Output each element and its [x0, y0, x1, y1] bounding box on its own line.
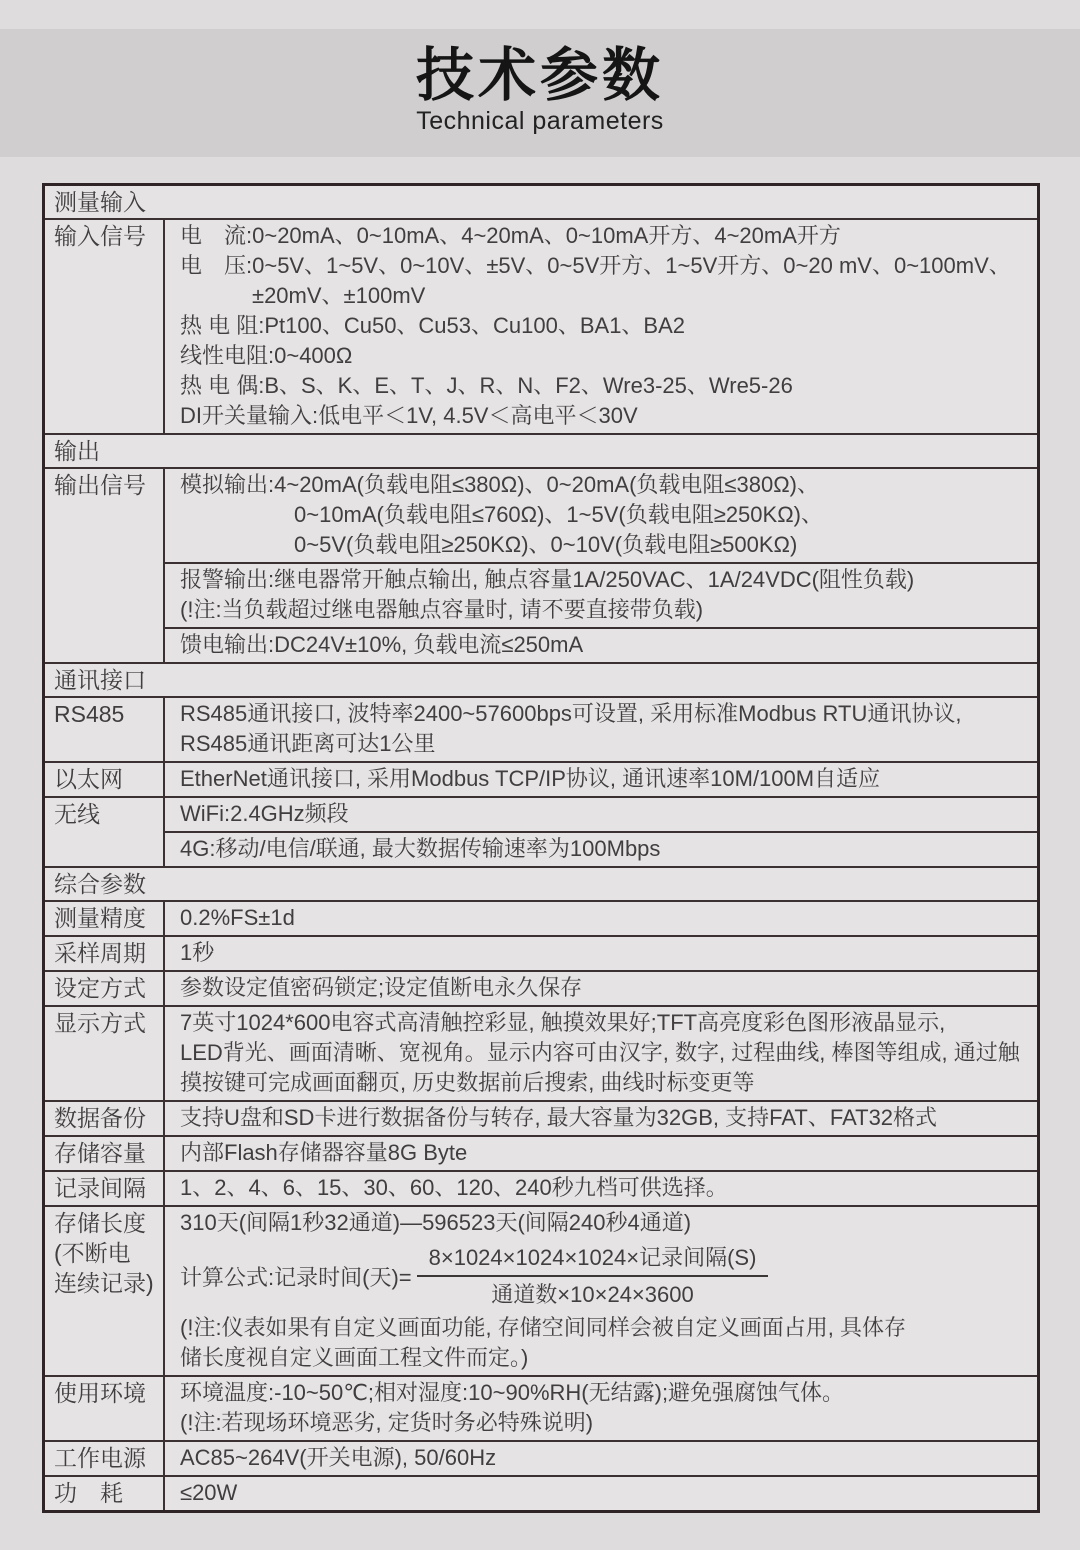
spec-table [42, 183, 1040, 1513]
spec-line: 支持U盘和SD卡进行数据备份与转存, 最大容量为32GB, 支持FAT、FAT32格式 [180, 1105, 938, 1130]
spec-line: 310天(间隔1秒32通道)—596523天(间隔240秒4通道) [180, 1210, 692, 1235]
spec-label: 使用环境 [45, 1377, 165, 1440]
spec-line: EtherNet通讯接口, 采用Modbus TCP/IP协议, 通讯速率10M/100M自适应 [180, 766, 881, 791]
spec-line: 内部Flash存储器容量8G Byte [180, 1140, 468, 1165]
spec-line: 馈电输出:DC24V±10%, 负载电流≤250mA [180, 632, 584, 657]
spec-line: WiFi:2.4GHz频段 [180, 801, 349, 826]
spec-value [165, 798, 1037, 866]
spec-label: 无线 [45, 798, 165, 866]
spec-value [165, 698, 1037, 761]
spec-row-environment [45, 1375, 1037, 1440]
section-row-output [45, 433, 1037, 467]
feed-output-block [165, 627, 1037, 662]
spec-line: 热 电 偶:B、S、K、E、T、J、R、N、F2、Wre3-25、Wre5-26 [180, 373, 793, 398]
spec-value [165, 1172, 1037, 1205]
spec-line: 环境温度:-10~50℃;相对湿度:10~90%RH(无结露);避免强腐蚀气体。 [180, 1380, 845, 1405]
section-label: 测量输入 [54, 189, 146, 215]
spec-label: 存储长度 (不断电 连续记录) [45, 1207, 165, 1375]
spec-row-consumption [45, 1475, 1037, 1510]
spec-label: 显示方式 [45, 1007, 165, 1100]
spec-label: 采样周期 [45, 937, 165, 970]
spec-row-capacity [45, 1135, 1037, 1170]
spec-line: 0~5V(负载电阻≥250KΩ)、0~10V(负载电阻≥500KΩ) [294, 532, 798, 557]
4g-block [165, 831, 1037, 866]
spec-label: 以太网 [45, 763, 165, 796]
spec-row-storage-length [45, 1205, 1037, 1375]
spec-line: 报警输出:继电器常开触点输出, 触点容量1A/250VAC、1A/24VDC(阻性负载) [180, 567, 915, 592]
spec-value [165, 1207, 1037, 1375]
spec-value [165, 1477, 1037, 1510]
spec-line: ≤20W [180, 1480, 238, 1505]
spec-line: 电 流:0~20mA、0~10mA、4~20mA、0~10mA开方、4~20mA开方 [180, 223, 841, 248]
spec-label: 功 耗 [45, 1477, 165, 1510]
spec-label: 数据备份 [45, 1102, 165, 1135]
spec-row-display [45, 1005, 1037, 1100]
spec-row-wireless [45, 796, 1037, 866]
spec-line: ±20mV、±100mV [252, 283, 426, 308]
analog-output-block [165, 469, 1037, 562]
spec-line: (!注:当负载超过继电器触点容量时, 请不要直接带负载) [180, 597, 704, 622]
spec-label: 记录间隔 [45, 1172, 165, 1205]
spec-row-backup [45, 1100, 1037, 1135]
alarm-output-block [165, 562, 1037, 627]
spec-line: 电 压:0~5V、1~5V、0~10V、±5V、0~5V开方、1~5V开方、0~20 mV、0~100mV、 [180, 253, 1011, 278]
spec-row-accuracy [45, 900, 1037, 935]
spec-label: 输出信号 [45, 469, 165, 662]
spec-label: 输入信号 [45, 220, 165, 433]
spec-line: 7英寸1024*600电容式高清触控彩显, 触摸效果好;TFT高亮度彩色图形液晶显示, [180, 1010, 946, 1035]
storage-formula [165, 1243, 1037, 1309]
spec-line: RS485通讯接口, 波特率2400~57600bps可设置, 采用标准Modbus RTU通讯协议, [180, 701, 962, 726]
formula-fraction [417, 1243, 769, 1309]
formula-prefix: 计算公式:记录时间(天)= [180, 1264, 412, 1290]
spec-line: (!注:若现场环境恶劣, 定货时务必特殊说明) [180, 1410, 594, 1435]
spec-value [165, 1442, 1037, 1475]
spec-line: RS485通讯距离可达1公里 [180, 731, 436, 756]
formula-numerator: 8×1024×1024×1024×记录间隔(S) [417, 1243, 769, 1277]
section-label: 通讯接口 [54, 667, 146, 693]
spec-line: 线性电阻:0~400Ω [180, 343, 353, 368]
spec-line: 4G:移动/电信/联通, 最大数据传输速率为100Mbps [180, 836, 661, 861]
section-row-general [45, 866, 1037, 900]
spec-value [165, 1102, 1037, 1135]
spec-line: 1、2、4、6、15、30、60、120、240秒九档可供选择。 [180, 1175, 728, 1200]
spec-value [165, 220, 1037, 433]
spec-line: 参数设定值密码锁定;设定值断电永久保存 [180, 975, 583, 1000]
spec-value [165, 1377, 1037, 1440]
spec-label: 工作电源 [45, 1442, 165, 1475]
spec-value [165, 763, 1037, 796]
spec-row-power [45, 1440, 1037, 1475]
spec-line: 1秒 [180, 940, 215, 965]
spec-row-sampling [45, 935, 1037, 970]
spec-label: 设定方式 [45, 972, 165, 1005]
spec-value [165, 469, 1037, 662]
section-label: 输出 [54, 438, 100, 464]
spec-line: 0~10mA(负载电阻≤760Ω)、1~5V(负载电阻≥250KΩ)、 [294, 502, 823, 527]
section-row-communication [45, 662, 1037, 696]
spec-line: DI开关量输入:低电平＜1V, 4.5V＜高电平＜30V [180, 403, 638, 428]
spec-row-input-signal [45, 218, 1037, 433]
spec-line: 模拟输出:4~20mA(负载电阻≤380Ω)、0~20mA(负载电阻≤380Ω)、 [180, 472, 819, 497]
spec-line: 0.2%FS±1d [180, 905, 295, 930]
wifi-block [165, 798, 1037, 831]
page-title: 技术参数 [415, 43, 664, 108]
spec-value [165, 1007, 1037, 1100]
formula-denominator: 通道数×10×24×3600 [491, 1282, 694, 1307]
spec-value [165, 937, 1037, 970]
spec-value [165, 902, 1037, 935]
spec-row-rs485 [45, 696, 1037, 761]
spec-value [165, 972, 1037, 1005]
spec-line: 热 电 阻:Pt100、Cu50、Cu53、Cu100、BA1、BA2 [180, 313, 686, 338]
section-row-measurement-input [45, 186, 1037, 218]
spec-line: (!注:仪表如果有自定义画面功能, 存储空间同样会被自定义画面占用, 具体存 [180, 1315, 907, 1340]
section-label: 综合参数 [54, 871, 146, 897]
spec-value [165, 1137, 1037, 1170]
spec-row-setting [45, 970, 1037, 1005]
spec-line: 储长度视自定义画面工程文件而定。) [180, 1345, 529, 1370]
spec-label: 测量精度 [45, 902, 165, 935]
title-band [0, 29, 1080, 157]
spec-row-interval [45, 1170, 1037, 1205]
spec-row-ethernet [45, 761, 1037, 796]
spec-line: 摸按键可完成画面翻页, 历史数据前后搜索, 曲线时标变更等 [180, 1070, 755, 1095]
spec-label: RS485 [45, 698, 165, 761]
spec-label: 存储容量 [45, 1137, 165, 1170]
spec-line: LED背光、画面清晰、宽视角。显示内容可由汉字, 数字, 过程曲线, 棒图等组成, 通过触 [180, 1040, 1020, 1065]
page-subtitle: Technical parameters [416, 107, 664, 135]
spec-line: AC85~264V(开关电源), 50/60Hz [180, 1445, 497, 1470]
spec-row-output-signal [45, 467, 1037, 662]
